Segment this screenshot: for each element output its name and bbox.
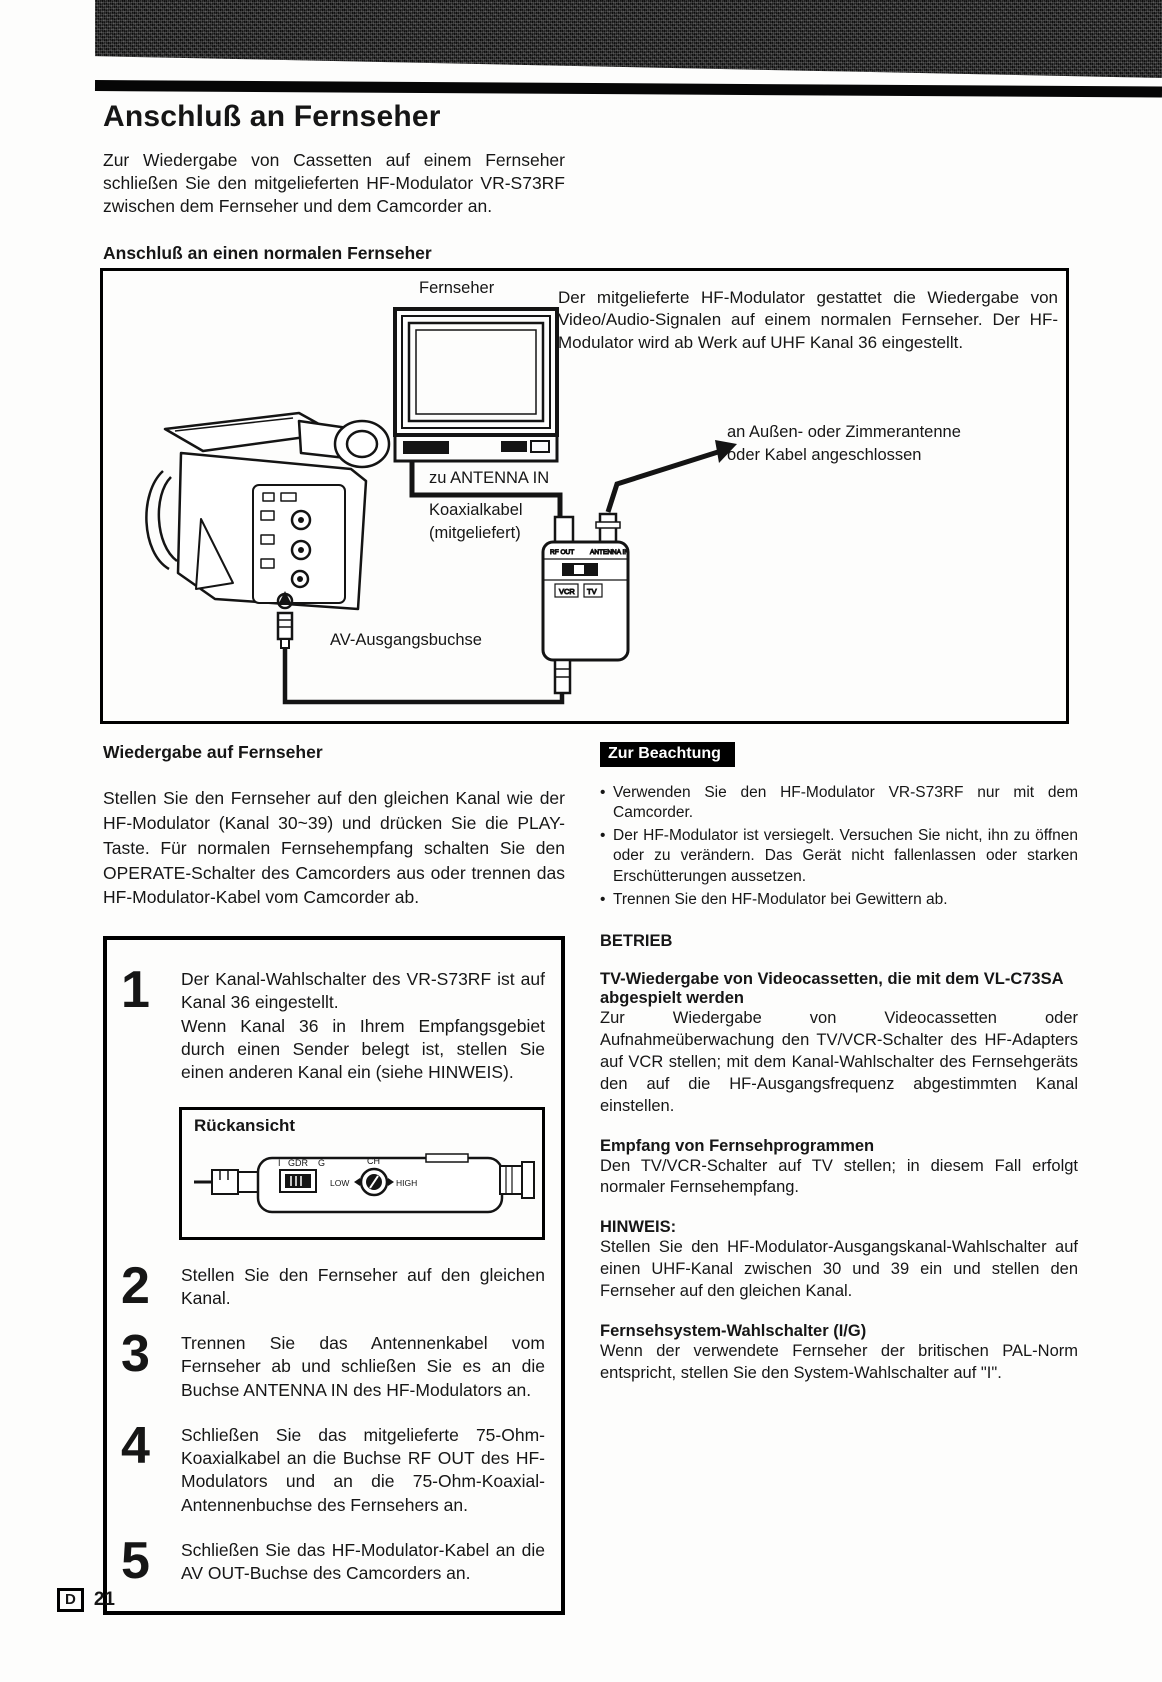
playback-heading: Wiedergabe auf Fernseher	[103, 742, 323, 762]
step-number: 4	[121, 1416, 148, 1475]
betrieb-heading: BETRIEB	[600, 931, 673, 950]
notice-bullets	[600, 783, 1078, 910]
header-rule-bar	[95, 80, 1162, 98]
notice-bullet-text: • Trennen Sie den HF-Modulator bei Gewittern ab.	[613, 890, 948, 908]
camcorder-illustration	[146, 413, 389, 609]
system-switch-mid-label: GDR	[288, 1157, 308, 1168]
steps-panel	[103, 936, 565, 1615]
channel-low-label: LOW	[330, 1177, 350, 1188]
subsection-heading: TV-Wiedergabe von Videocassetten, die mit dem VL-C73SA abgespielt werden	[600, 969, 1063, 1007]
region-code-box: D	[57, 1588, 84, 1612]
tv-label: Fernseher	[419, 279, 495, 297]
notice-badge: Zur Beachtung	[600, 742, 735, 767]
subsection-heading: Empfang von Fernsehprogrammen	[600, 1136, 875, 1155]
left-column	[103, 742, 565, 1615]
step-1-text-1: Der Kanal-Wahlschalter des VR-S73RF ist auf Kanal 36 eingestellt.	[181, 969, 545, 1013]
step-text	[181, 968, 545, 1084]
step-1	[121, 961, 545, 1084]
av-output-label: AV-Ausgangsbuchse	[330, 631, 482, 649]
rear-view-illustration	[194, 1136, 540, 1224]
right-column	[600, 742, 1078, 1385]
intro-paragraph: Zur Wiedergabe von Cassetten auf einem Fernseher schließen Sie den mitgelieferten HF-Modulator VR-S73RF zwischen dem Fernseher und dem Camcorder an.	[103, 150, 565, 216]
channel-dial-label: CH	[367, 1155, 380, 1166]
step-text: Schließen Sie das HF-Modulator-Kabel an die AV OUT-Buchse des Camcorders an.	[181, 1539, 545, 1584]
step-text: Trennen Sie das Antennenkabel vom Fernseher ab und schließen Sie es an die Buchse ANTENNA IN des HF-Modulators an.	[181, 1333, 545, 1400]
step-text: Stellen Sie den Fernseher auf den gleichen Kanal.	[181, 1264, 545, 1308]
step-3	[121, 1325, 545, 1402]
system-switch-i-label: I	[278, 1157, 281, 1168]
koax-label-line2: (mitgeliefert)	[429, 524, 521, 543]
step-number: 5	[121, 1531, 148, 1590]
antenna-arrow	[608, 440, 737, 512]
rf-modulator-illustration	[543, 514, 629, 693]
koax-label-line1: Koaxialkabel	[429, 501, 523, 519]
step-number: 2	[121, 1256, 148, 1315]
section-heading: Anschluß an einen normalen Fernseher	[103, 243, 432, 263]
rear-view-panel	[179, 1107, 545, 1240]
notice-bullet	[600, 826, 1078, 886]
diagram-note: Der mitgelieferte HF-Modulator gestattet die Wiedergabe von Video/Audio-Signalen auf einem normalen Fernseher. Der HF-Modulator wird ab Werk auf UHF Kanal 36 eingestellt.	[558, 288, 1058, 352]
antenna-note-line2: oder Kabel angeschlossen	[727, 446, 922, 465]
page-footer	[57, 1588, 115, 1612]
step-number: 1	[121, 961, 148, 1020]
notice-bullet-text: • Verwenden Sie den HF-Modulator VR-S73RF nur mit dem Camcorder.	[613, 784, 1078, 822]
to-antenna-label: zu ANTENNA IN	[429, 469, 550, 487]
subsection-heading: Fernsehsystem-Wahlschalter (I/G)	[600, 1322, 867, 1341]
modulator-antenna-in-label: ANTENNA IN	[590, 549, 630, 556]
playback-body: Stellen Sie den Fernseher auf den gleichen Kanal wie der HF-Modulator (Kanal 30~39) und drücken Sie die PLAY-Taste. Für normalen Fernsehempfang schalten Sie den OPERATE-Schalter des Camcorders aus oder trennen das HF-Modulator-Kabel vom Camcorder ab.	[103, 788, 565, 908]
antenna-note	[727, 421, 961, 467]
notice-bullet-text: • Der HF-Modulator ist versiegelt. Versuchen Sie nicht, ihn zu öffnen oder zu verändern. Das Gerät nicht fallenlassen oder starken Erschütterungen aussetzen.	[613, 827, 1078, 885]
koax-label	[429, 499, 523, 545]
modulator-tv-label: TV	[587, 587, 597, 596]
subsection-body: Stellen Sie den HF-Modulator-Ausgangskanal-Wahlschalter auf einen UHF-Kanal zwischen 30 und 39 ein und stellen den Fernseher auf den gleichen Kanal.	[600, 1238, 1078, 1301]
page-title: Anschluß an Fernseher	[103, 100, 441, 133]
notice-bullet	[600, 783, 1078, 823]
subsection-body: Den TV/VCR-Schalter auf TV stellen; in diesem Fall erfolgt normaler Fernsehempfang.	[600, 1156, 1078, 1197]
page-number: 21	[93, 1589, 115, 1610]
modulator-rf-out-label: RF OUT	[550, 549, 575, 556]
connection-diagram-panel	[100, 268, 1069, 724]
header-noise-band	[95, 0, 1162, 78]
modulator-vcr-label: VCR	[559, 587, 575, 596]
step-4	[121, 1416, 545, 1517]
channel-high-label: HIGH	[396, 1177, 418, 1188]
subsection-body: Zur Wiedergabe von Videocassetten oder Aufnahmeüberwachung den TV/VCR-Schalter des HF-Adapters auf VCR stellen; mit dem Kanal-Wahlschalter des Fernsehgeräts den auf die HF-Ausgangsfrequenz abgestimmten Kanal einstellen.	[600, 1008, 1078, 1115]
antenna-note-line1: an Außen- oder Zimmerantenne	[727, 423, 961, 441]
rear-view-label: Rückansicht	[194, 1115, 296, 1135]
subsection-body: Wenn der verwendete Fernseher der britischen PAL-Norm entspricht, stellen Sie den System-Wahlschalter auf "I".	[600, 1342, 1078, 1383]
tv-illustration	[395, 309, 557, 461]
step-5	[121, 1531, 545, 1590]
step-number: 3	[121, 1325, 148, 1384]
system-switch-g-label: G	[318, 1157, 326, 1168]
step-2	[121, 1256, 545, 1315]
subsection-heading: HINWEIS:	[600, 1218, 677, 1237]
step-1-text-2: Wenn Kanal 36 in Ihrem Empfangsgebiet durch einen Sender belegt ist, stellen Sie einen anderen Kanal ein (siehe HINWEIS).	[181, 1015, 545, 1083]
title-block	[103, 100, 565, 217]
step-text: Schließen Sie das mitgelieferte 75-Ohm-Koaxialkabel an die Buchse RF OUT des HF-Modulators und an die 75-Ohm-Koaxial-Antennenbuchse des Fernsehers an.	[181, 1424, 545, 1515]
notice-bullet	[600, 890, 1078, 910]
